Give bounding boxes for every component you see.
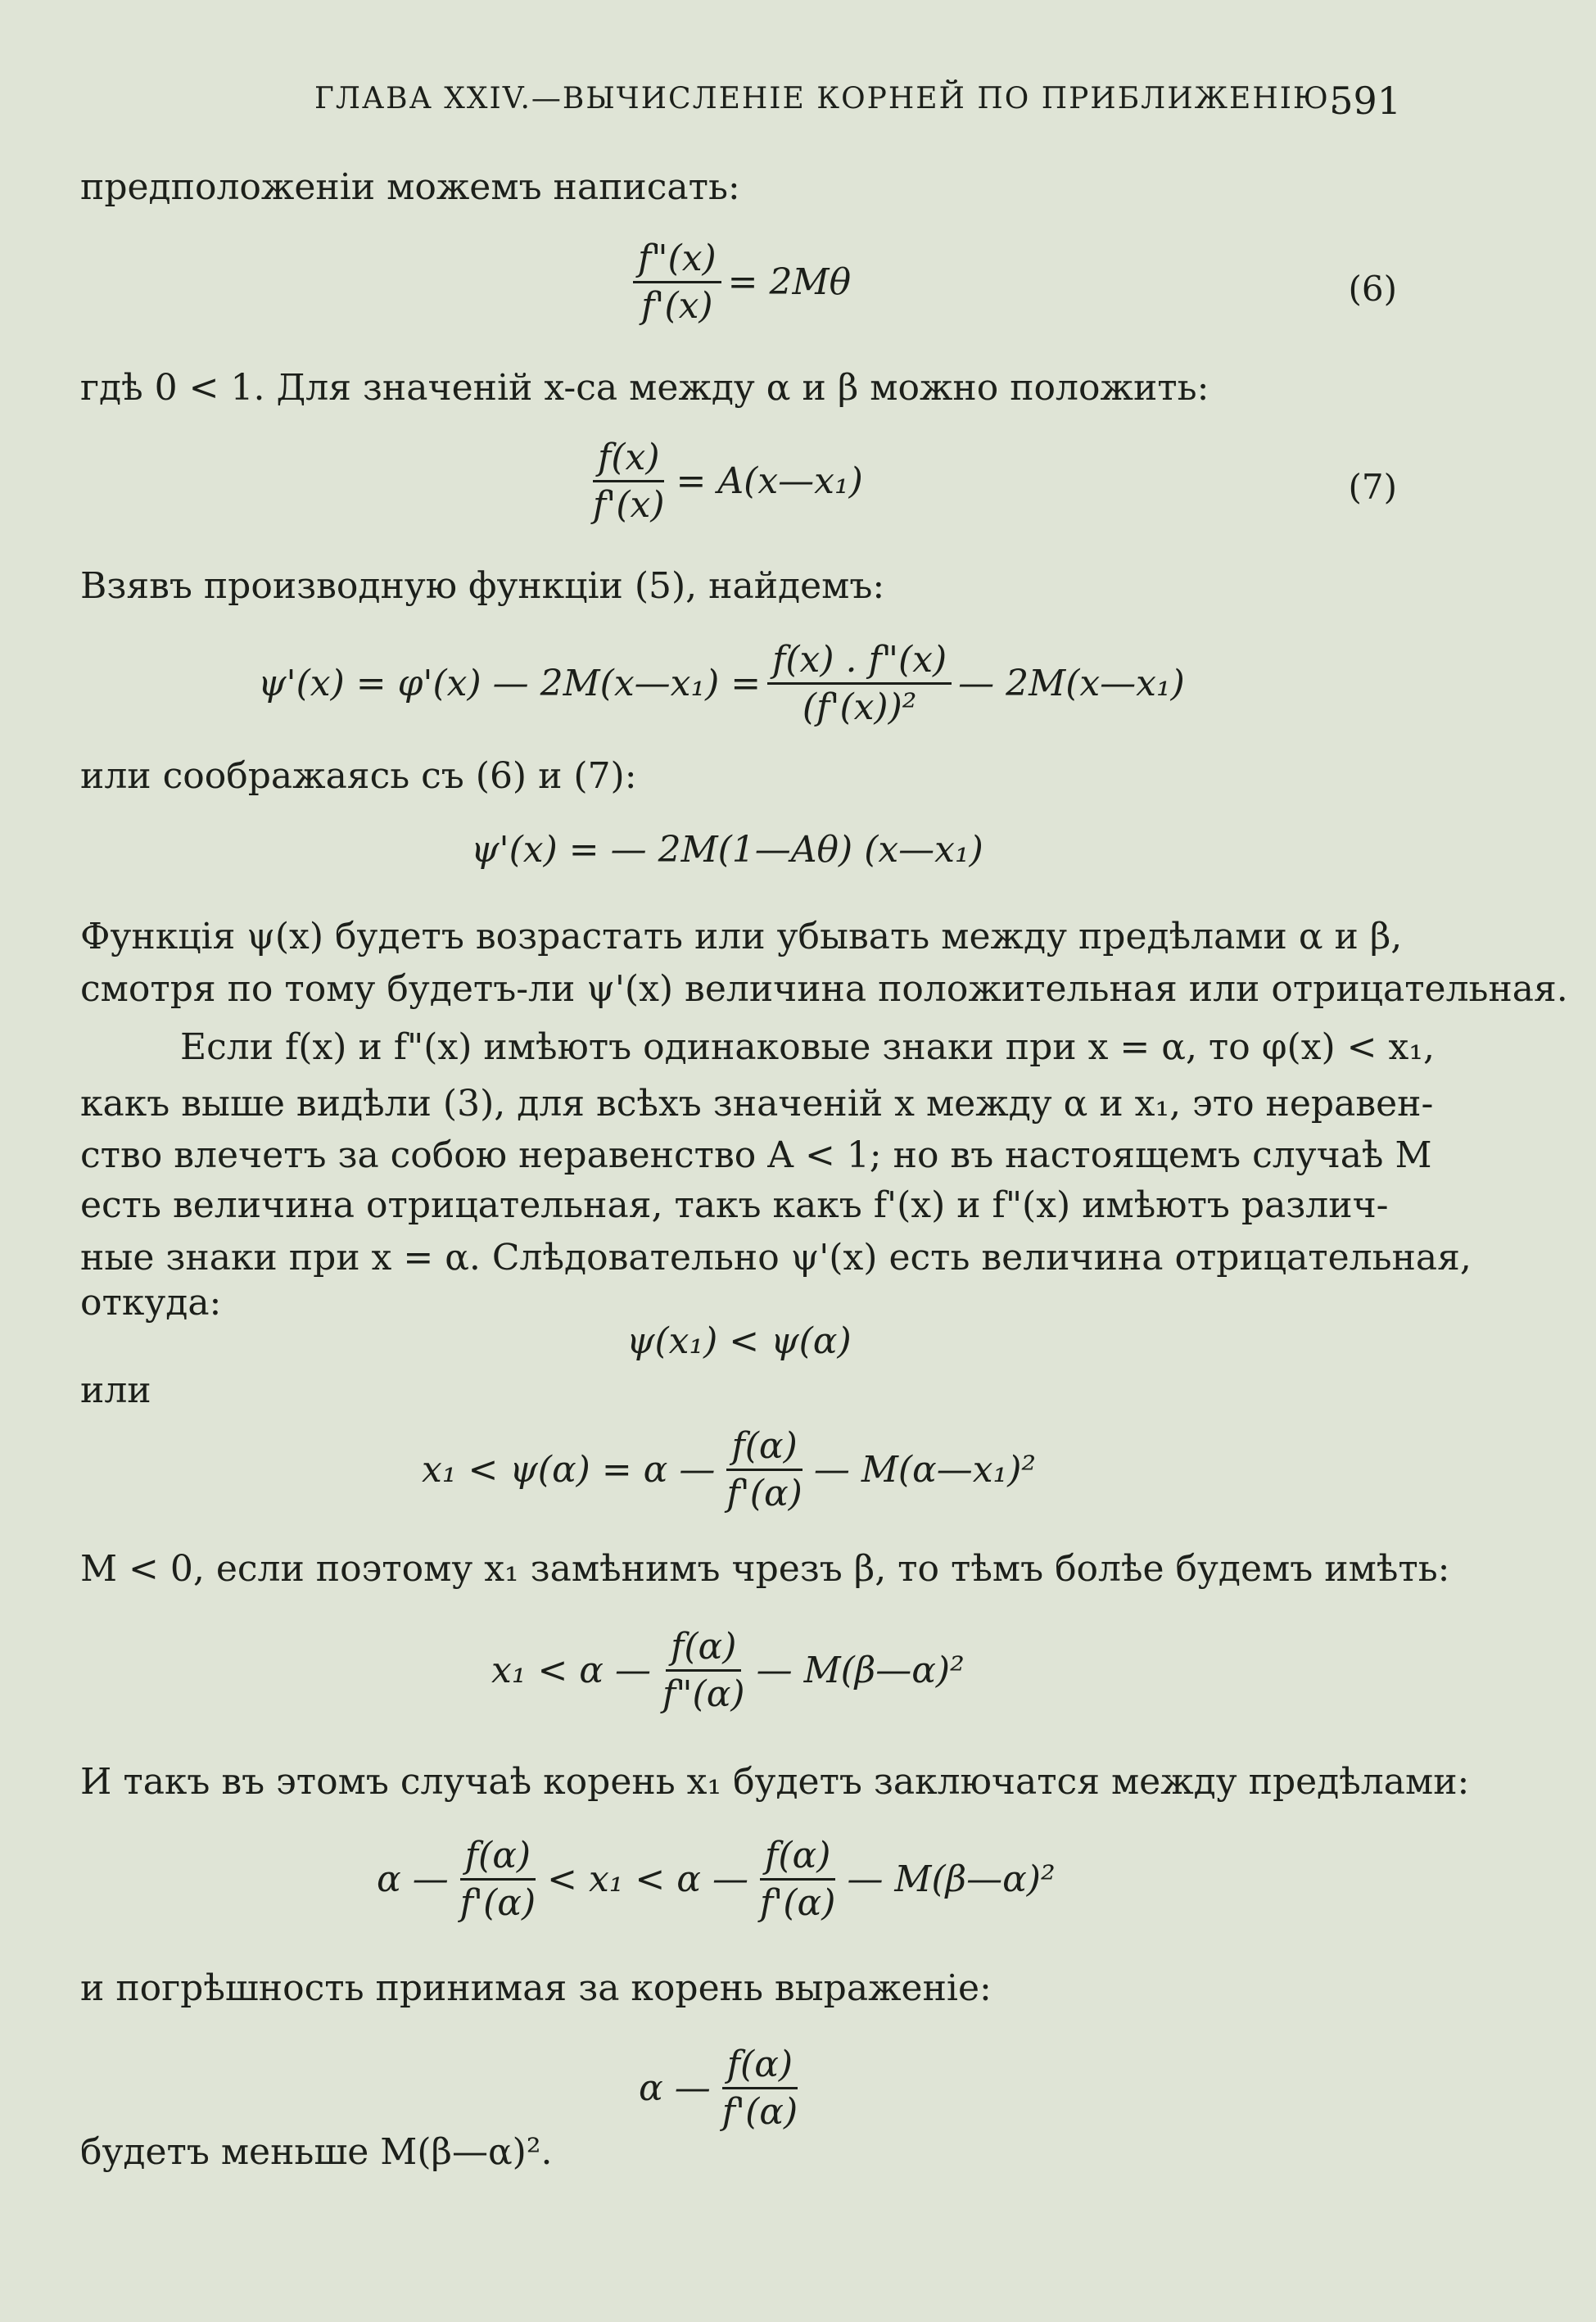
paragraph-line: будетъ меньше M(β—α)². <box>80 2131 553 2173</box>
numerator: f(α) <box>722 2044 798 2089</box>
equation-number: (7) <box>1348 467 1397 507</box>
denominator: f'(α) <box>459 1882 536 1924</box>
equation-approx-root <box>639 2044 809 2133</box>
denominator: f'(x) <box>641 285 713 327</box>
paragraph-line: Функція ψ(x) будетъ возрастать или убывать между предѣлами α и β, <box>80 916 1403 957</box>
lhs: α — <box>639 2067 711 2109</box>
paragraph-line: ные знаки при x = α. Слѣдовательно ψ'(x) есть величина отрицательная, <box>80 1237 1472 1279</box>
rhs: — M(α—x₁)² <box>813 1449 1037 1491</box>
fraction <box>455 1835 540 1924</box>
fraction <box>588 437 670 526</box>
paragraph-line: предположеніи можемъ написать: <box>80 166 740 208</box>
numerator: f(α) <box>460 1835 536 1881</box>
running-title: ГЛАВА XXIV.—ВЫЧИСЛЕНІЕ КОРНЕЙ ПО ПРИБЛИЖЕНІЮ. <box>314 82 1341 115</box>
middle: < x₁ < α — <box>547 1858 748 1900</box>
rhs: — M(β—α)² <box>847 1858 1056 1900</box>
paragraph-line: или <box>80 1369 151 1411</box>
paragraph-line: какъ выше видѣли (3), для всѣхъ значеній x между α и x₁, это неравен- <box>80 1083 1434 1125</box>
paragraph-line: M < 0, если поэтому x₁ замѣнимъ чрезъ β, то тѣмъ болѣе будемъ имѣть: <box>80 1548 1450 1590</box>
lhs: x₁ < α — <box>491 1650 651 1691</box>
numerator: f(x) . f"(x) <box>767 639 952 685</box>
denominator: f'(α) <box>721 2091 798 2133</box>
fraction <box>658 1626 750 1715</box>
paragraph-line: или соображаясь съ (6) и (7): <box>80 755 637 797</box>
paragraph-line: ство влечетъ за собою неравенство A < 1; но въ настоящемъ случаѣ M <box>80 1134 1432 1176</box>
numerator: f(α) <box>666 1626 741 1672</box>
paragraph-line: и погрѣшность принимая за корень выраженіе: <box>80 1967 992 2009</box>
equation-number: (6) <box>1348 269 1397 309</box>
rhs: = A(x—x₁) <box>676 460 863 502</box>
equation-root-limits <box>377 1835 1056 1924</box>
paragraph-line: Если f(x) и f"(x) имѣютъ одинаковые знаки при x = α, то φ(x) < x₁, <box>180 1026 1435 1068</box>
lhs: ψ'(x) = φ'(x) — 2M(x—x₁) = <box>258 663 762 704</box>
paragraph-line: смотря по тому будетъ-ли ψ'(x) величина положительная или отрицательная. <box>80 968 1568 1010</box>
rhs: — M(β—α)² <box>756 1650 965 1691</box>
fraction <box>755 1835 840 1924</box>
fraction <box>633 238 721 327</box>
equation-psi-inequality: ψ(x₁) < ψ(α) <box>626 1320 852 1362</box>
numerator: f(x) <box>593 437 664 482</box>
rhs: — 2M(x—x₁) <box>958 663 1185 704</box>
paragraph-line: Взявъ производную функціи (5), найдемъ: <box>80 565 885 607</box>
equation-7 <box>581 437 863 526</box>
equation-x1-beta-bound <box>491 1626 965 1715</box>
fraction <box>717 2044 803 2133</box>
page-number: 591 <box>1329 79 1401 123</box>
fraction <box>721 1425 807 1514</box>
paragraph-line: откуда: <box>80 1282 222 1324</box>
denominator: f'(x) <box>593 484 665 526</box>
paragraph-line: есть величина отрицательная, такъ какъ f'(x) и f"(x) имѣютъ различ- <box>80 1184 1389 1226</box>
fraction <box>767 639 952 728</box>
equation-6 <box>626 238 851 327</box>
paragraph-line: гдѣ 0 < 1. Для значеній x-са между α и β можно положить: <box>80 367 1209 409</box>
denominator: (f'(x))² <box>802 686 917 728</box>
paragraph-line: И такъ въ этомъ случаѣ корень x₁ будетъ заключатся между предѣлами: <box>80 1761 1470 1803</box>
equation-x1-bound <box>422 1425 1036 1514</box>
equation-psi-derivative <box>258 639 1185 728</box>
denominator: f"(α) <box>662 1673 745 1715</box>
numerator: f(α) <box>760 1835 835 1881</box>
lhs: α — <box>377 1858 449 1900</box>
equation-psi-simplified: ψ'(x) = — 2M(1—Aθ) (x—x₁) <box>471 829 983 871</box>
lhs: x₁ < ψ(α) = α — <box>422 1449 716 1491</box>
denominator: f'(α) <box>760 1882 836 1924</box>
numerator: f(α) <box>726 1425 802 1471</box>
numerator: f"(x) <box>633 238 721 283</box>
rhs: = 2Mθ <box>727 261 852 303</box>
denominator: f'(α) <box>726 1473 803 1514</box>
